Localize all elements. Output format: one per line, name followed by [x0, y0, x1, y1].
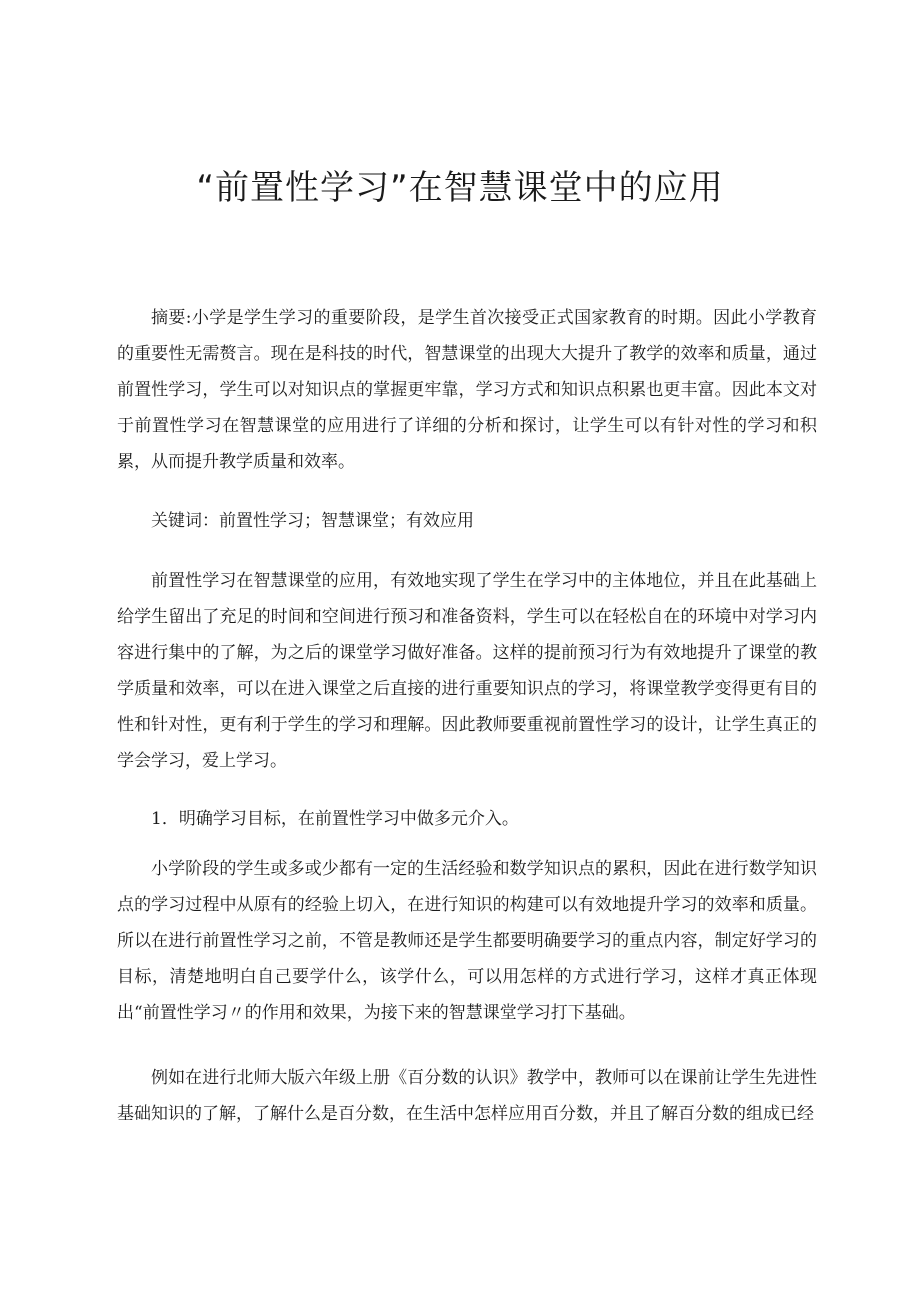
document-title: “前置性学习”在智慧课堂中的应用 — [196, 168, 724, 208]
section-1-body-paragraph: 小学阶段的学生或多或少都有一定的生活经验和数学知识点的累积，因此在进行数学知识点的学习过程中从原有的经验上切入，在进行知识的构建可以有效地提升学习的效率和质量。所以在进行前置性学习之前，不管是教师还是学生都要明确要学习的重点内容，制定好学习的目标，清楚地明白自己要学什么，该学什么，可以用怎样的方式进行学习，这样才真正体现出“前置性学习〃的作用和效果，为接下来的智慧课堂学习打下基础。 — [117, 859, 817, 1023]
intro-paragraph: 前置性学习在智慧课堂的应用，有效地实现了学生在学习中的主体地位，并且在此基础上给学生留出了充足的时间和空间进行预习和准备资料，学生可以在轻松自在的环境中对学习内容进行集中的了解，为之后的课堂学习做好准备。这样的提前预习行为有效地提升了课堂的教学质量和效率，可以在进入课堂之后直接的进行重要知识点的学习，将课堂教学变得更有目的性和针对性，更有利于学生的学习和理解。因此教师要重视前置性学习的设计，让学生真正的学会学习，爱上学习。 — [117, 571, 817, 771]
section-1-heading: 1．明确学习目标，在前置性学习中做多元介入。 — [151, 809, 519, 829]
abstract-paragraph: 摘要:小学是学生学习的重要阶段，是学生首次接受正式国家教育的时期。因此小学教育的重要性无需赘言。现在是科技的时代，智慧课堂的出现大大提升了教学的效率和质量，通过前置性学习，学生可以对知识点的掌握更牢靠，学习方式和知识点积累也更丰富。因此本文对于前置性学习在智慧课堂的应用进行了详细的分析和探讨，让学生可以有针对性的学习和积累，从而提升教学质量和效率。 — [117, 308, 817, 472]
section-1-example-paragraph: 例如在进行北师大版六年级上册《百分数的认识》教学中，教师可以在课前让学生先进性基础知识的了解，了解什么是百分数，在生活中怎样应用百分数，并且了解百分数的组成已经 — [117, 1068, 817, 1124]
keywords-line: 关键词：前置性学习；智慧课堂；有效应用 — [151, 511, 474, 531]
